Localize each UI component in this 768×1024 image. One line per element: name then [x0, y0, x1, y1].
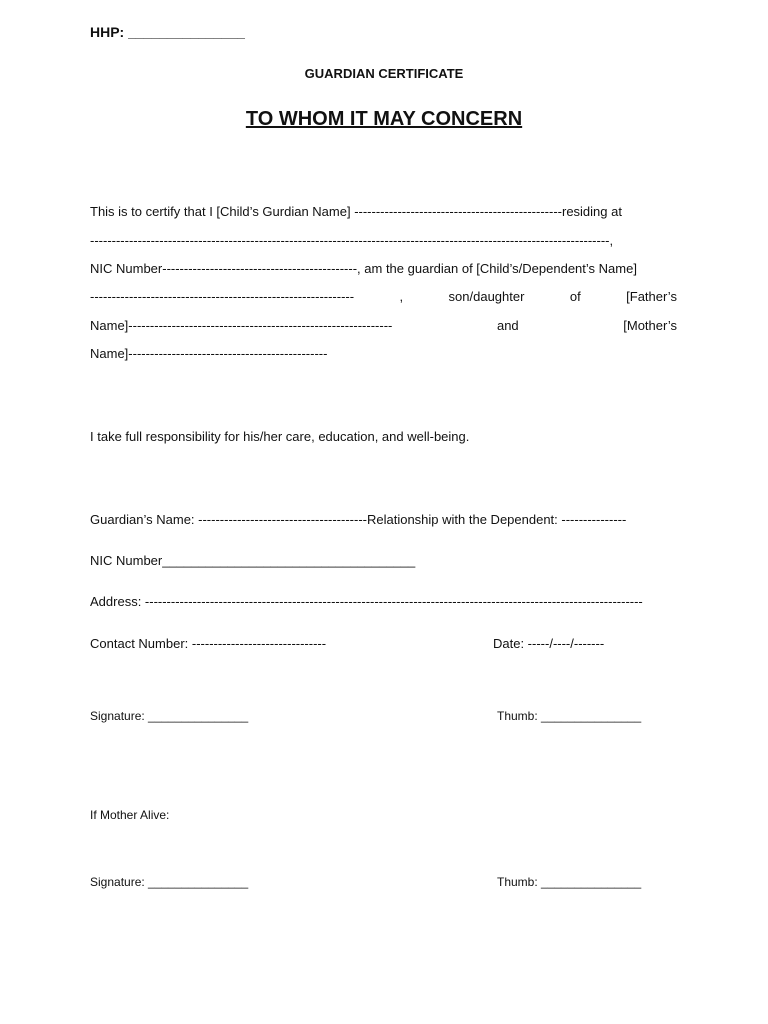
signature-line-2: Signature: _______________ [90, 875, 249, 889]
paragraph-line-4-relation: son/daughter [448, 289, 525, 304]
thumb-line-2: Thumb: _______________ [497, 875, 642, 889]
paragraph-line-5-and: and [496, 318, 519, 333]
paragraph-line-4-comma: , [399, 289, 404, 304]
paragraph-line-6: Name]---------------------------------------------- [90, 346, 328, 361]
paragraph-line-2: ------------------------------------------------------------------------------------------------------------------------, [90, 233, 614, 248]
responsibility-statement: I take full responsibility for his/her care, education, and well-being. [90, 429, 470, 444]
hhp-field: HHP: _______________ [90, 24, 245, 40]
paragraph-line-4 [90, 289, 677, 304]
paragraph-line-4-of: of [569, 289, 581, 304]
paragraph-line-5-name: Name]------------------------------------------------------------- [90, 318, 393, 333]
paragraph-line-4-father: [Father’s [626, 289, 677, 304]
guardian-name-line: Guardian’s Name: ---------------------------------------Relationship with the Dependent: --------------- [90, 512, 627, 527]
guardian-contact-line: Contact Number: ------------------------------- [90, 636, 327, 651]
paragraph-line-5-mother: [Mother’s [623, 318, 677, 333]
paragraph-line-3: NIC Number---------------------------------------------, am the guardian of [Child’s/Dependent’s Name] [90, 261, 637, 276]
paragraph-line-1: This is to certify that I [Child’s Gurdian Name] ------------------------------------------------residing at [90, 204, 622, 219]
concern-heading: TO WHOM IT MAY CONCERN [245, 108, 523, 130]
paragraph-line-5 [90, 318, 677, 333]
guardian-nic-line: NIC Number___________________________________ [90, 553, 416, 568]
certificate-title: GUARDIAN CERTIFICATE [304, 66, 464, 81]
paragraph-line-4-dashes: ------------------------------------------------------------- [90, 289, 355, 304]
mother-alive-label: If Mother Alive: [90, 808, 170, 822]
signature-line-1: Signature: _______________ [90, 709, 249, 723]
date-line: Date: -----/----/------- [493, 636, 605, 651]
thumb-line-1: Thumb: _______________ [497, 709, 642, 723]
guardian-address-line: Address: ------------------------------------------------------------------------------------------------------------------- [90, 594, 643, 609]
